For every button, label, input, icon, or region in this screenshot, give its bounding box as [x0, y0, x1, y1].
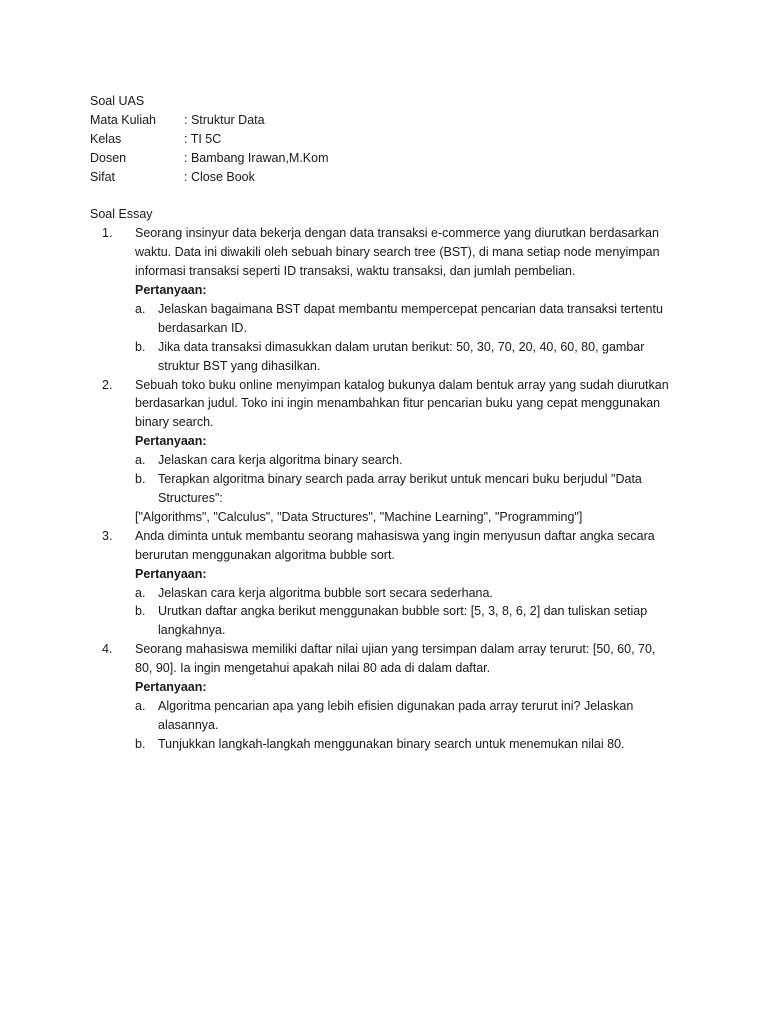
- sub-text-line: Terapkan algoritma binary search pada array berikut untuk mencari buku berjudul "Data: [158, 472, 642, 487]
- sub-text-line: berdasarkan ID.: [158, 320, 247, 335]
- sub-text-line: langkahnya.: [158, 623, 226, 638]
- meta-value: : Close Book: [184, 169, 255, 184]
- question-3: [90, 527, 690, 640]
- question-text-line: binary search.: [135, 415, 214, 430]
- question-text-line: waktu. Data ini diwakili oleh sebuah binary search tree (BST), di mana setiap node menyimpan: [135, 245, 660, 260]
- question-label: Pertanyaan:: [135, 434, 207, 449]
- question-text-line: 80, 90]. Ia ingin mengetahui apakah nilai 80 ada di dalam daftar.: [135, 661, 491, 676]
- sub-letter: a.: [135, 698, 146, 713]
- question-text-line: berurutan menggunakan algoritma bubble sort.: [135, 547, 395, 562]
- meta-value: : Bambang Irawan,M.Kom: [184, 150, 329, 165]
- sub-question-b: [135, 338, 680, 376]
- question-2: [90, 376, 690, 527]
- sub-question-b: [135, 602, 680, 640]
- sub-letter: a.: [135, 453, 146, 468]
- question-4: [90, 640, 690, 753]
- sub-text-line: alasannya.: [158, 717, 219, 732]
- sub-text-line: Urutkan daftar angka berikut menggunakan bubble sort: [5, 3, 8, 6, 2] dan tuliskan setiap: [158, 604, 648, 619]
- question-text-line: Sebuah toko buku online menyimpan katalog bukunya dalam bentuk array yang sudah diurutkan: [135, 377, 669, 392]
- meta-row-lecturer: [90, 149, 690, 168]
- meta-row-course: [90, 111, 690, 130]
- question-label: Pertanyaan:: [135, 283, 207, 298]
- sub-text-line: Jelaskan cara kerja algoritma binary search.: [158, 453, 403, 468]
- sub-text-line: struktur BST yang dihasilkan.: [158, 358, 321, 373]
- question-number: 2.: [102, 377, 113, 392]
- sub-letter: b.: [135, 472, 146, 487]
- spacer: [90, 187, 690, 206]
- meta-key: Mata Kuliah: [90, 112, 157, 127]
- document-title: Soal UAS: [90, 94, 145, 108]
- sub-text-line: Structures":: [158, 491, 223, 506]
- question-label: Pertanyaan:: [135, 566, 207, 581]
- meta-value: : TI 5C: [184, 131, 222, 146]
- meta-key: Kelas: [90, 131, 122, 146]
- sub-letter: a.: [135, 585, 146, 600]
- question-text-line: Seorang mahasiswa memiliki daftar nilai ujian yang tersimpan dalam array terurut: [50, 60, 70,: [135, 642, 656, 657]
- question-label: Pertanyaan:: [135, 680, 207, 695]
- question-text-line: berdasarkan judul. Toko ini ingin menambahkan fitur pencarian buku yang cepat menggunakan: [135, 396, 661, 411]
- meta-row-nature: [90, 168, 690, 187]
- question-text-line: informasi transaksi seperti ID transaksi, waktu transaksi, dan jumlah pembelian.: [135, 264, 576, 279]
- meta-row-class: [90, 130, 690, 149]
- sub-text-line: Jelaskan cara kerja algoritma bubble sort secara sederhana.: [158, 585, 493, 600]
- sub-letter: b.: [135, 339, 146, 354]
- section-title: Soal Essay: [90, 207, 153, 222]
- sub-text-line: Jika data transaksi dimasukkan dalam urutan berikut: 50, 30, 70, 20, 40, 60, 80, gambar: [158, 339, 645, 354]
- sub-question-b: [135, 470, 680, 508]
- question-number: 3.: [102, 528, 113, 543]
- sub-question-b: [135, 735, 680, 754]
- meta-value: : Struktur Data: [184, 112, 265, 127]
- sub-question-a: [135, 697, 680, 735]
- array-literal: ["Algorithms", "Calculus", "Data Structures", "Machine Learning", "Programming"]: [135, 509, 583, 524]
- question-text-line: Anda diminta untuk membantu seorang mahasiswa yang ingin menyusun daftar angka secara: [135, 528, 655, 543]
- question-text-line: Seorang insinyur data bekerja dengan data transaksi e-commerce yang diurutkan berdasarkan: [135, 226, 659, 241]
- sub-letter: b.: [135, 604, 146, 619]
- sub-question-a: [135, 300, 680, 338]
- sub-question-a: [135, 584, 680, 603]
- sub-letter: a.: [135, 301, 146, 316]
- document-page: [90, 92, 690, 754]
- meta-key: Dosen: [90, 150, 127, 165]
- sub-text-line: Jelaskan bagaimana BST dapat membantu mempercepat pencarian data transaksi tertentu: [158, 301, 663, 316]
- sub-question-a: [135, 451, 680, 470]
- question-1: [90, 224, 690, 375]
- sub-text-line: Algoritma pencarian apa yang lebih efisien digunakan pada array terurut ini? Jelaskan: [158, 698, 634, 713]
- sub-text-line: Tunjukkan langkah-langkah menggunakan binary search untuk menemukan nilai 80.: [158, 736, 625, 751]
- question-number: 4.: [102, 642, 113, 657]
- question-number: 1.: [102, 226, 113, 241]
- meta-key: Sifat: [90, 169, 116, 184]
- sub-letter: b.: [135, 736, 146, 751]
